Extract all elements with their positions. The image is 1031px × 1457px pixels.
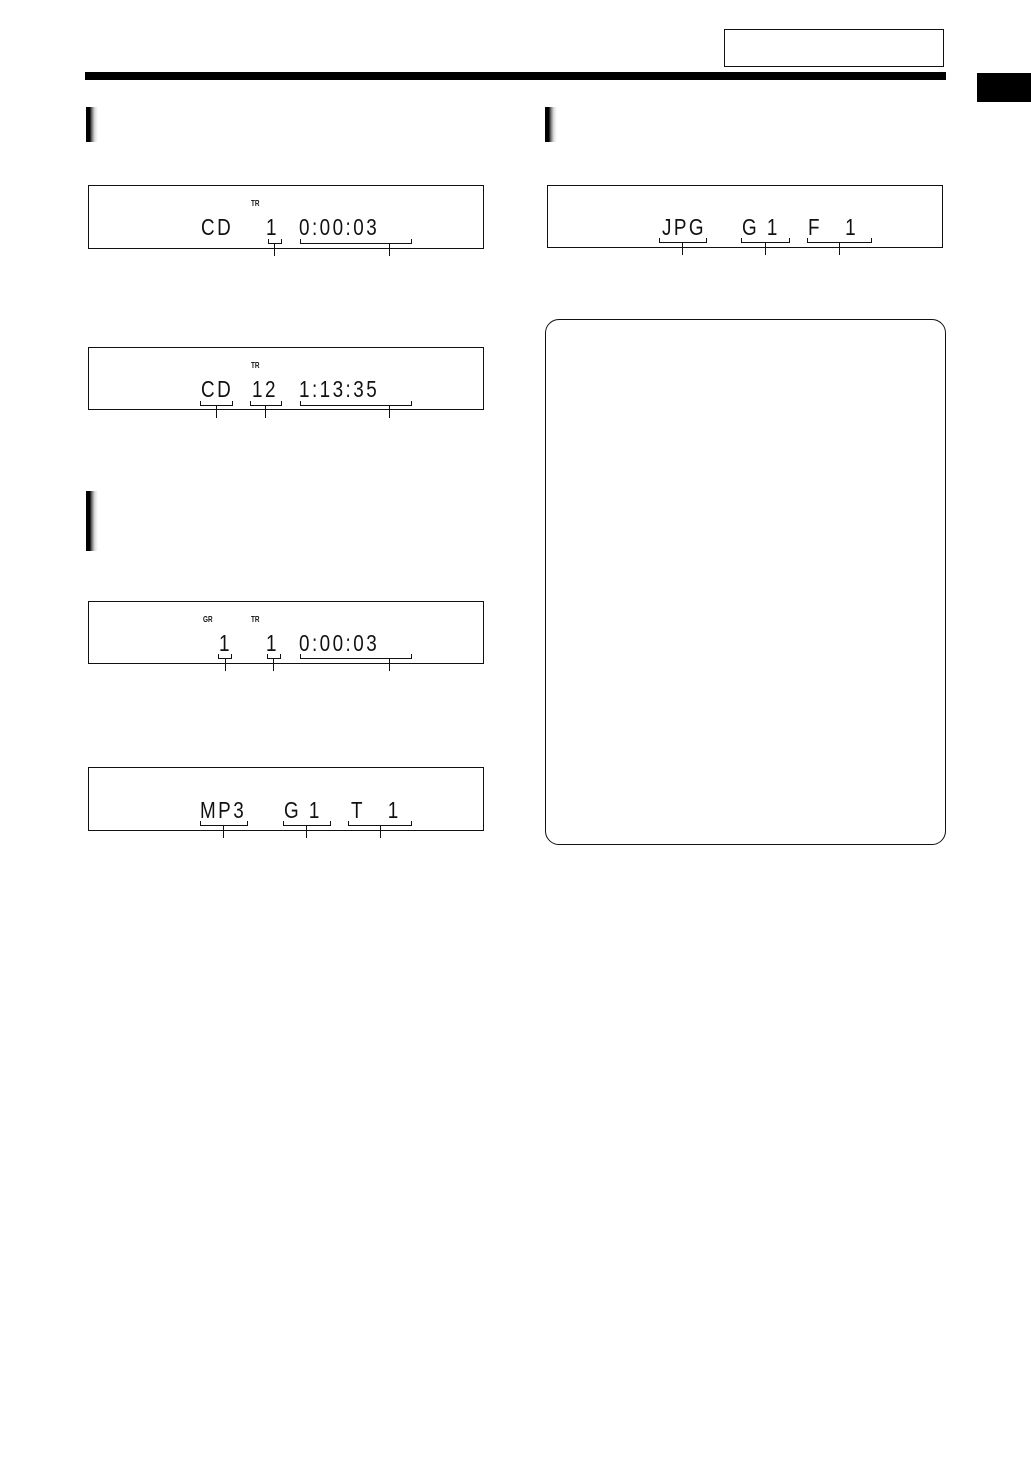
section-marker-mp3	[86, 491, 98, 551]
source-text: CD	[201, 376, 234, 402]
format-text: JPG	[662, 214, 707, 240]
bracket-track	[267, 654, 281, 659]
section-marker-jpg	[545, 107, 557, 142]
lcd-display-mp3-start	[88, 601, 484, 664]
bracket-format	[200, 821, 248, 826]
group-indicator: GR	[203, 615, 213, 624]
source-text: CD	[201, 214, 234, 240]
leader-line	[216, 406, 217, 418]
bracket-track	[250, 401, 282, 406]
leader-line	[380, 826, 381, 838]
lcd-display-cd-start	[88, 185, 484, 249]
language-side-tab	[977, 73, 1031, 102]
leader-line	[765, 243, 766, 255]
notes-box	[545, 319, 946, 845]
track-text: T 1	[351, 797, 401, 823]
file-text: F 1	[808, 214, 859, 240]
header-label-box	[724, 29, 944, 67]
elapsed-time: 1:13:35	[299, 376, 380, 402]
leader-line	[389, 659, 390, 671]
elapsed-time: 0:00:03	[299, 630, 380, 656]
lcd-display-cd-play	[88, 347, 484, 410]
leader-line	[225, 659, 226, 671]
leader-line	[265, 406, 266, 418]
track-number: 1	[266, 214, 279, 240]
header-rule	[85, 72, 946, 80]
group-number: 1	[219, 630, 232, 656]
leader-line	[273, 659, 274, 671]
elapsed-time: 0:00:03	[299, 214, 380, 240]
group-text: G 1	[742, 214, 780, 240]
leader-line	[389, 406, 390, 418]
leader-line	[274, 244, 275, 256]
leader-line	[223, 826, 224, 838]
track-number: 1	[266, 630, 279, 656]
group-text: G 1	[284, 797, 322, 823]
leader-line	[682, 243, 683, 255]
format-text: MP3	[200, 797, 247, 823]
track-indicator: TR	[251, 199, 260, 208]
leader-line	[306, 826, 307, 838]
bracket-track	[268, 239, 282, 244]
section-marker-cd	[86, 107, 98, 142]
leader-line	[389, 244, 390, 256]
leader-line	[839, 243, 840, 255]
bracket-format	[659, 238, 707, 243]
bracket-time	[300, 239, 412, 244]
bracket-time	[300, 401, 412, 406]
track-indicator: TR	[251, 615, 260, 624]
track-indicator: TR	[251, 361, 260, 370]
track-number: 12	[252, 376, 278, 402]
bracket-time	[300, 654, 412, 659]
bracket-group	[283, 821, 331, 826]
